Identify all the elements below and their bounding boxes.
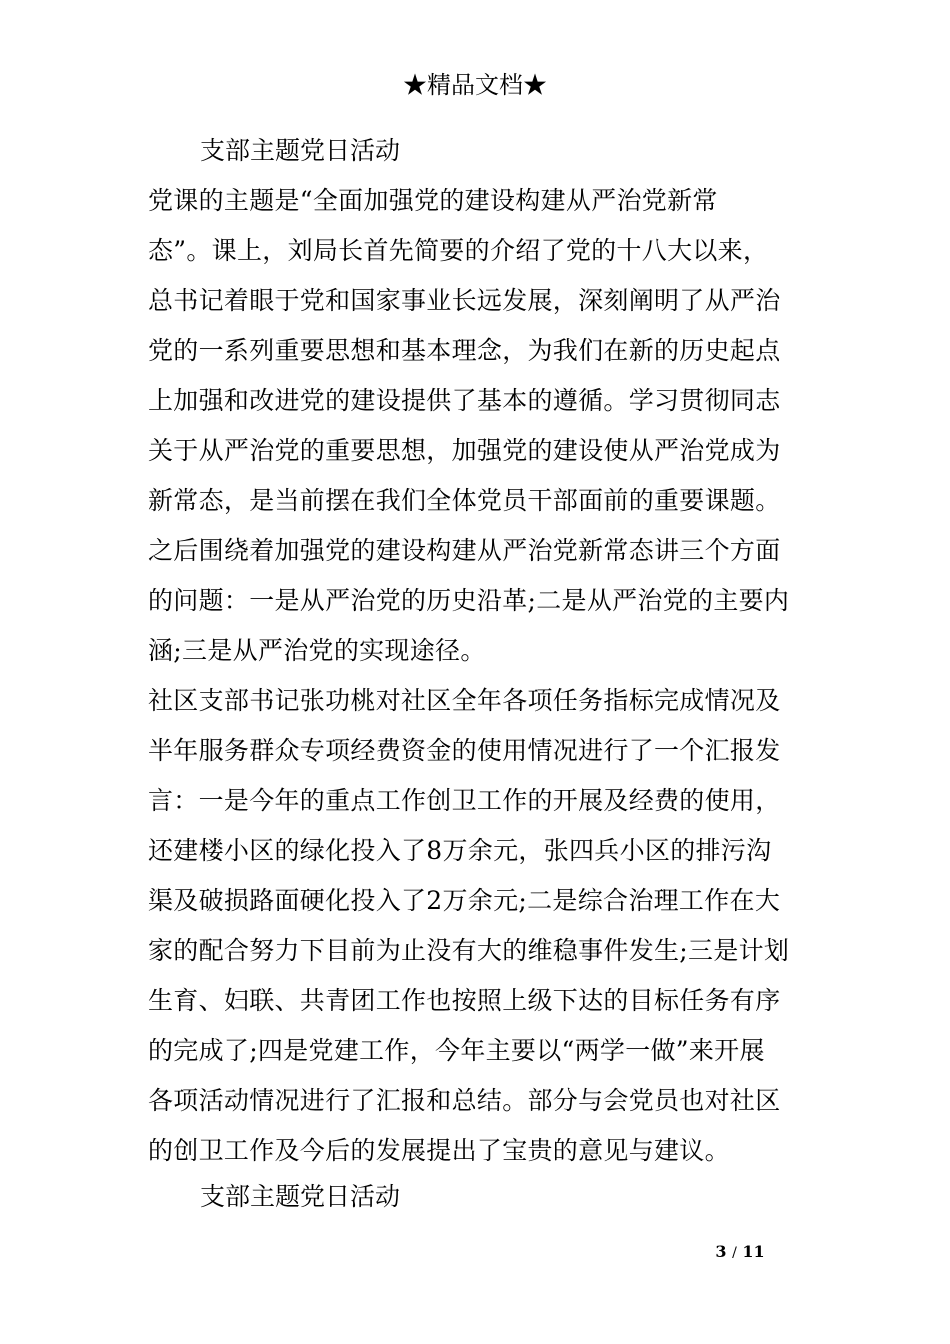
body-line: 党的一系列重要思想和基本理念，为我们在新的历史起点 (148, 336, 781, 365)
body-line: 总书记着眼于党和国家事业长远发展，深刻阐明了从严治 (148, 286, 781, 315)
page-number (690, 1240, 790, 1265)
body-line: 的创卫工作及今后的发展提出了宝贵的意见与建议。 (148, 1136, 730, 1165)
document-header-title: ★精品文档★ (403, 71, 547, 99)
body-line: 还建楼小区的绿化投入了8万余元，张四兵小区的排污沟 (148, 836, 772, 865)
body-line: 的问题：一是从严治党的历史沿革;二是从严治党的主要内 (148, 586, 790, 615)
body-line: 各项活动情况进行了汇报和总结。部分与会党员也对社区 (148, 1086, 781, 1115)
current-page: 3 (715, 1242, 727, 1261)
body-line: 涵;三是从严治党的实现途径。 (148, 636, 486, 665)
body-line: 上加强和改进党的建设提供了基本的遵循。学习贯彻同志 (148, 386, 781, 415)
body-line: 半年服务群众专项经费资金的使用情况进行了一个汇报发 (148, 736, 781, 765)
total-pages: 11 (742, 1242, 765, 1261)
body-line: 渠及破损路面硬化投入了2万余元;二是综合治理工作在大 (148, 886, 781, 915)
body-line: 家的配合努力下目前为止没有大的维稳事件发生;三是计划 (148, 936, 790, 965)
body-line: 之后围绕着加强党的建设构建从严治党新常态讲三个方面 (148, 536, 781, 565)
body-line: 关于从严治党的重要思想，加强党的建设使从严治党成为 (148, 436, 781, 465)
section-heading: 支部主题党日活动 (200, 136, 401, 165)
body-line: 言：一是今年的重点工作创卫工作的开展及经费的使用， (148, 786, 781, 815)
body-line: 党课的主题是“全面加强党的建设构建从严治党新常 (148, 186, 718, 215)
body-line: 的完成了;四是党建工作，今年主要以“两学一做”来开展 (148, 1036, 765, 1065)
page-separator: / (732, 1245, 737, 1261)
body-line: 新常态，是当前摆在我们全体党员干部面前的重要课题。 (148, 486, 781, 515)
body-line: 社区支部书记张功桃对社区全年各项任务指标完成情况及 (148, 686, 781, 715)
body-line: 态”。课上，刘局长首先简要的介绍了党的十八大以来， (148, 236, 769, 265)
section-heading-bottom: 支部主题党日活动 (200, 1182, 401, 1211)
body-line: 生育、妇联、共青团工作也按照上级下达的目标任务有序 (148, 986, 781, 1015)
